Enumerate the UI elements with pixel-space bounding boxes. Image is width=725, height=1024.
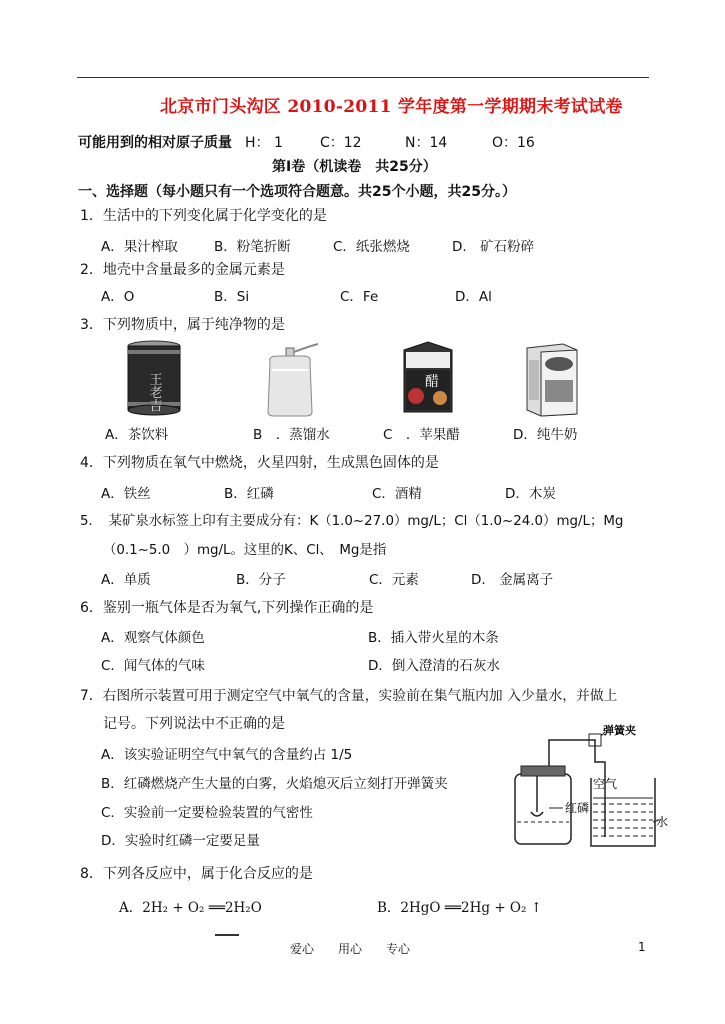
question-1-stem: 1．生活中的下列变化属于化学变化的是 <box>80 208 327 224</box>
q3-option-b: B ．蒸馏水 <box>253 427 330 443</box>
q7-option-b: B．红磷燃烧产生大量的白雾，火焰熄灭后立刻打开弹簧夹 <box>101 776 448 792</box>
q2-option-b: B．Si <box>214 289 250 305</box>
air-label: 空气 <box>593 777 618 791</box>
atomic-mass-o: O：16 <box>492 135 535 151</box>
oxygen-measurement-apparatus-diagram <box>505 722 669 852</box>
q3-option-a: A．茶饮料 <box>105 427 169 443</box>
q4-option-d: D．木炭 <box>505 486 556 502</box>
equation-bar-mark <box>215 934 239 936</box>
question-7-stem-line1: 7．右图所示装置可用于测定空气中氧气的含量，实验前在集气瓶内加 入少量水，并做上 <box>80 688 618 704</box>
page-title: 北京市门头沟区 2010-2011 学年度第一学期期末考试试卷 <box>160 97 623 117</box>
q1-option-a: A．果汁榨取 <box>101 239 178 255</box>
q4-option-a: A．铁丝 <box>101 486 151 502</box>
vinegar-label: 醋 <box>425 374 439 390</box>
header-rule <box>77 77 649 78</box>
can-label: 王老吉 <box>146 372 162 412</box>
distilled-water-bottle-image <box>258 340 326 418</box>
atomic-mass-h: H： 1 <box>245 135 283 151</box>
question-4-stem: 4．下列物质在氧气中燃烧，火星四射，生成黑色固体的是 <box>80 455 439 471</box>
tea-drink-can-image <box>124 340 184 416</box>
q2-option-d: D．Al <box>455 289 492 305</box>
q5-option-c: C．元素 <box>369 572 419 588</box>
q5-option-d: D. 金属离子 <box>471 572 554 588</box>
q6-option-c: C．闻气体的气味 <box>101 658 205 674</box>
q6-option-a: A．观察气体颜色 <box>101 630 205 646</box>
page-number: 1 <box>638 940 646 954</box>
question-3-stem: 3．下列物质中，属于纯净物的是 <box>80 317 285 333</box>
q2-option-c: C．Fe <box>340 289 379 305</box>
question-2-stem: 2．地壳中含量最多的金属元素是 <box>80 262 285 278</box>
section-instruction: 一、选择题（每小题只有一个选项符合题意。共25个小题，共25分。） <box>78 184 516 200</box>
q1-option-c: C．纸张燃烧 <box>333 239 410 255</box>
question-5-stem-line2: （0.1~5.0 ）mg/L。这里的K、Cl、 Mg是指 <box>103 543 387 558</box>
clamp-label: 弹簧夹 <box>603 724 636 737</box>
q7-option-d: D．实验时红磷一定要足量 <box>101 833 260 849</box>
question-5-stem-line1: 5． 某矿泉水标签上印有主要成分有：K（1.0~27.0）mg/L；Cl（1.0~24.0）mg/L；Mg <box>80 514 624 529</box>
q1-option-b: B．粉笔折断 <box>214 239 291 255</box>
q1-option-d: D. 矿石粉碎 <box>452 239 535 255</box>
q3-option-d: D．纯牛奶 <box>513 427 578 443</box>
water-label: 水 <box>656 815 669 829</box>
section-title: 第Ⅰ卷（机读卷 共25分） <box>272 159 437 175</box>
q2-option-a: A．O <box>101 289 135 305</box>
q5-option-b: B．分子 <box>236 572 286 588</box>
apple-vinegar-box-image <box>398 340 458 416</box>
pure-milk-box-image <box>523 340 581 418</box>
question-7-stem-line2: 记号。下列说法中不正确的是 <box>103 716 285 732</box>
phosphorus-label: 红磷 <box>565 801 590 815</box>
q8-option-a: A．2H₂ + O₂ ══2H₂O <box>119 900 262 916</box>
q3-option-c: C ．苹果醋 <box>383 427 460 443</box>
q6-option-b: B．插入带火星的木条 <box>368 630 499 646</box>
question-8-stem: 8．下列各反应中，属于化合反应的是 <box>80 866 313 882</box>
atomic-mass-label: 可能用到的相对原子质量 <box>78 135 232 151</box>
q4-option-c: C．酒精 <box>372 486 422 502</box>
q5-option-a: A．单质 <box>101 572 151 588</box>
q7-option-a: A．该实验证明空气中氧气的含量约占 1/5 <box>101 747 353 763</box>
question-6-stem: 6．鉴别一瓶气体是否为氧气,下列操作正确的是 <box>80 600 374 616</box>
atomic-mass-n: N：14 <box>405 135 448 151</box>
q7-option-c: C．实验前一定要检验装置的气密性 <box>101 805 313 821</box>
q8-option-b: B．2HgO ══2Hg + O₂ ↑ <box>377 900 543 916</box>
q4-option-b: B．红磷 <box>224 486 274 502</box>
atomic-mass-c: C：12 <box>320 135 362 151</box>
footer-motto: 爱心 用心 专心 <box>290 942 411 956</box>
q6-option-d: D．倒入澄清的石灰水 <box>368 658 500 674</box>
